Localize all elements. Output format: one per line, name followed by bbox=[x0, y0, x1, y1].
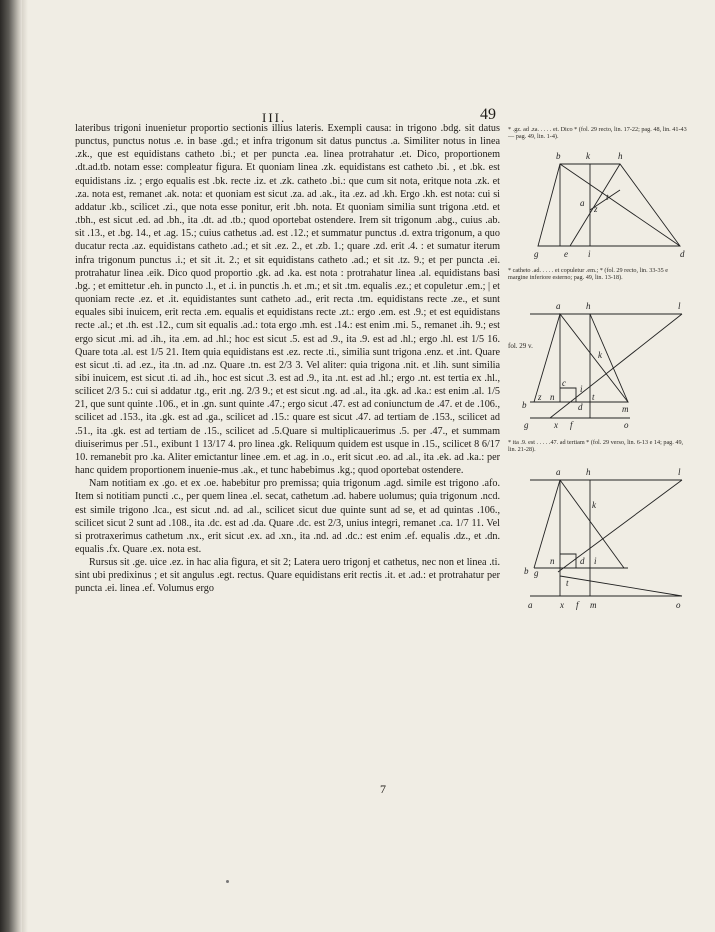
fig2-label-l: l bbox=[678, 301, 681, 311]
book-spine bbox=[0, 0, 22, 932]
fig1-label-a: a bbox=[580, 198, 585, 208]
fig3-label-d: d bbox=[580, 556, 585, 566]
fig1-label-e: e bbox=[564, 249, 568, 259]
folio-marker: fol. 29 v. bbox=[508, 342, 533, 350]
fig1-labels bbox=[534, 151, 685, 259]
margin-note-3: * ita .9. est . . . . .47. ad tertiam * (fol. 29 verso, lin. 6-13 e 14; pag. 49, lin. 21-28). bbox=[508, 439, 684, 453]
fig2-label-n: n bbox=[550, 392, 555, 402]
fig3-label-a: a bbox=[556, 467, 561, 477]
fig2-label-c: c bbox=[562, 378, 566, 388]
figure-3 bbox=[520, 466, 695, 616]
fig3-label-a2: a bbox=[528, 600, 533, 610]
page-edge bbox=[22, 0, 28, 932]
paper-fleck bbox=[226, 880, 229, 883]
fig2-label-b: b bbox=[522, 400, 527, 410]
chapter-numeral: III. bbox=[262, 110, 287, 125]
fig3-label-l: l bbox=[678, 467, 681, 477]
fig3-label-b: b bbox=[524, 566, 529, 576]
fig2-label-i: i bbox=[580, 384, 583, 394]
fig2-label-k: k bbox=[598, 350, 602, 360]
fig2-label-o: o bbox=[624, 420, 629, 430]
fig1-label-g: g bbox=[534, 249, 539, 259]
paragraph-1: lateribus trigoni inuenietur proportio sectionis illius lateris. Exempli causa: in trigono .bdg. sit datus punctus, punctus notus .e. in base .gd.; et infra trigonum sit datus punctus .a. Similiter notus in linea .zk., que est equidistans catheto .bi.; et per puncta .ea. linea protrahatur .et. Dico, proportionem .dt.ad.tb. notam esse: compleatur figura. Et quoniam linea .zk. equidistans est catheto .bi. , et .bk. est equidistans .iz. ; ergo equalis est .bk. recte .iz. et .zk. catheto .bi.: que cum sit nota, eritque nota .zk. et .za. nota est, remanet .ak. nota: et quoniam est sicut .za. ad .ak., ita .ez. ad .kh. Ergo .kh. est nota: cui si addatur .kb., scilicet .zi., que nota esse ponitur, erit .bh. nota. Et quoniam similia sunt trigona .etd. et .tbh., est sicut .ed. ad .bh., ita .dt. ad .tb.; quod oportebat ostendere. Irem sit trigonum .abg., cuius .ab. sit .13., et .bg. 14., et .ag. 15.; cuius cathetus .ad. est .12.; et summatur punctus .d. extra trigonum, a quo ducatur recta .az. equidistans catheto .ad.; et sit .ez. 2., et .zb. 1.; quare .zd. erit .4. : et sumatur iterum infra trigonum punctus .i.; et sit .it. 2.; et sit equidistans catheto .ad.; et sit .tz. 9.; et per puncta .ei. protrahatur linea .eik. Dico quod proportio .gk. ad .ka. est nota : protrahatur linea .al. equidistans basi .bg. ; et emittetur .eh. in puncto .l., et .i. in punctis .h. et .m.; et sit .tm. equalis .ez.; et copuletur .em.; | et quoniam recte .ez. et .it. equidistantes sunt catheto .ad., erit recta .tm. equidistans recte .ze., et sunt equales sibi inuicem, erit recta .em. equalis et equidistans recte .zt.: ergo .em. est .9.; et est equidistans recte .al.; et .th. est .12., cum sit equalis .ad.: tota ergo .mh. est .14.: est enim .mi. 5., remanet .ih. 9.; est ergo sicut .mi. ad .ih., ita .em. ad .hl.; hoc est sicut .5. est ad .9., ita .9. est ad .hl.; ergo .hl. est 1/5 16. Quare tota .al. est 1/5 21. Item quia equidistans est .ez. recte .ti., similia sunt trigona .enz. et .int. Quare est sicut .ti. ad .ez., ita .tn. ad .nz. Quare .tn. est 2/3 3. Vel aliter: quia trigona .nit. et .lih. sunt similia sibi inuicem, est sicut .ti. ad .ih., hoc est sicut .3. est ad .9., ita .nt. est ad .hl.; ergo .nt. est tertia ex .hl., scilicet 2/3 5.: cui si addatur .tg., erit .ng. 2/3 9.; et est sicut .ng. ad .al., ita .gk. ad .ka.: est enim .al. 1/5 21, que sunt quinte .106., et in .gn. sunt quinte .47.; ergo sicut .47. est ad coniunctum de .47. et de .106., scilicet ad .153., ita .gk. est ad .ga., scilicet ad .15.: quare est sicut .47. ad tertiam de .153., scilicet ad .51., ita .gk. est ad tertiam de .15., scilicet ad .5.Quare si multiplicauerimus .5. per .47., et summam diuiserimus per .51., exibunt 1 13/17 4. pro linea .gk. Reliquum quidem est usque in .15., scilicet 8 6/17 10. remanebit pro .ka. Aliter emictantur linee .em. et .ag. in .o., erit sicut .eo. ad .al., ita .ek. ad .ka.: per hanc quidem proportionem inuenie-mus .ak., et tunc habebimus .kg.; quod oportebat ostendere. bbox=[75, 123, 500, 477]
figure-2 bbox=[520, 300, 695, 440]
fig1-label-h: h bbox=[618, 151, 623, 161]
signature-mark: 7 bbox=[380, 782, 386, 796]
fig1-label-k: k bbox=[586, 151, 590, 161]
fig1-label-z: z bbox=[594, 204, 598, 214]
margin-note-1: * .gz. ad .za. . . . . et. Dico * (fol. 29 recto, lin. 17-22; pag. 48, lin. 41-43 — pag. 49, lin. 1-4). bbox=[508, 126, 687, 140]
fig2-label-h: h bbox=[586, 301, 591, 311]
fig2-label-d: d bbox=[578, 402, 583, 412]
fig2-label-t: t bbox=[592, 392, 595, 402]
fig3-label-m: m bbox=[590, 600, 597, 610]
fig3-label-g: g bbox=[534, 568, 539, 578]
fig3-label-k: k bbox=[592, 500, 596, 510]
fig1-label-d: d bbox=[680, 249, 685, 259]
fig2-labels bbox=[522, 301, 681, 430]
margin-note-2: * catheto .ad. . . . . et copuletur .em.; * (fol. 29 recto, lin. 33-35 e margine inferiore esterno; pag. 49, lin. 13-18). bbox=[508, 267, 668, 281]
fig1-label-t: t bbox=[606, 192, 609, 202]
fig3-label-x: x bbox=[560, 600, 564, 610]
paragraph-3: Rursus sit .ge. uice .ez. in hac alia figura, et sit 2; Latera uero trigonj et cathetus, nec non et linea .ti. sint ubi predixinus ; et sit angulus .egt. rectus. Quare equidistans erit rectis .it. et .ad.: et protrahatur per puncta .ei. linea .ef. Volumus ergo bbox=[75, 557, 500, 595]
figure-1 bbox=[520, 150, 695, 265]
fig1-label-b: b bbox=[556, 151, 561, 161]
fig3-label-o: o bbox=[676, 600, 681, 610]
fig2-label-x: x bbox=[554, 420, 558, 430]
fig3-label-f: f bbox=[576, 600, 579, 610]
paragraph-2: Nam notitiam ex .go. et ex .oe. habebitur pro premissa; quia trigonum .agd. simile est trigono .afo. Item si notitiam puncti .c., per quem linea .el. secat, cathetum .ad. habere uolumus; quia trigonum .ncd. est simile trigono .lca., est sicut .nd. ad .al., scilicet sicut due quinte sunt ad se, et ad quintas .106., scilicet sicut 2 sunt ad .108., ita .dc. est ad .da. Quare .dc. est 2/3, unius integri, remanet .ca. 1/7 11. Vel si protraxerimus cathetum .nx., erit sicut .ex. ad .xn., ita .nd. ad .dc.: est enim .ef. equalis .dz., et .dn. equalis .fx. Quare .ex. nota est. bbox=[75, 478, 500, 555]
main-text bbox=[75, 122, 500, 596]
fig1-label-i: i bbox=[588, 249, 591, 259]
fig2-label-z: z bbox=[538, 392, 542, 402]
fig2-label-g: g bbox=[524, 420, 529, 430]
fig2-label-m: m bbox=[622, 404, 629, 414]
fig3-label-i: i bbox=[594, 556, 597, 566]
fig3-label-h: h bbox=[586, 467, 591, 477]
fig3-label-t: t bbox=[566, 578, 569, 588]
fig2-label-f: f bbox=[570, 420, 573, 430]
fig2-label-a: a bbox=[556, 301, 561, 311]
fig3-label-n: n bbox=[550, 556, 555, 566]
page-number: 49 bbox=[480, 106, 496, 123]
